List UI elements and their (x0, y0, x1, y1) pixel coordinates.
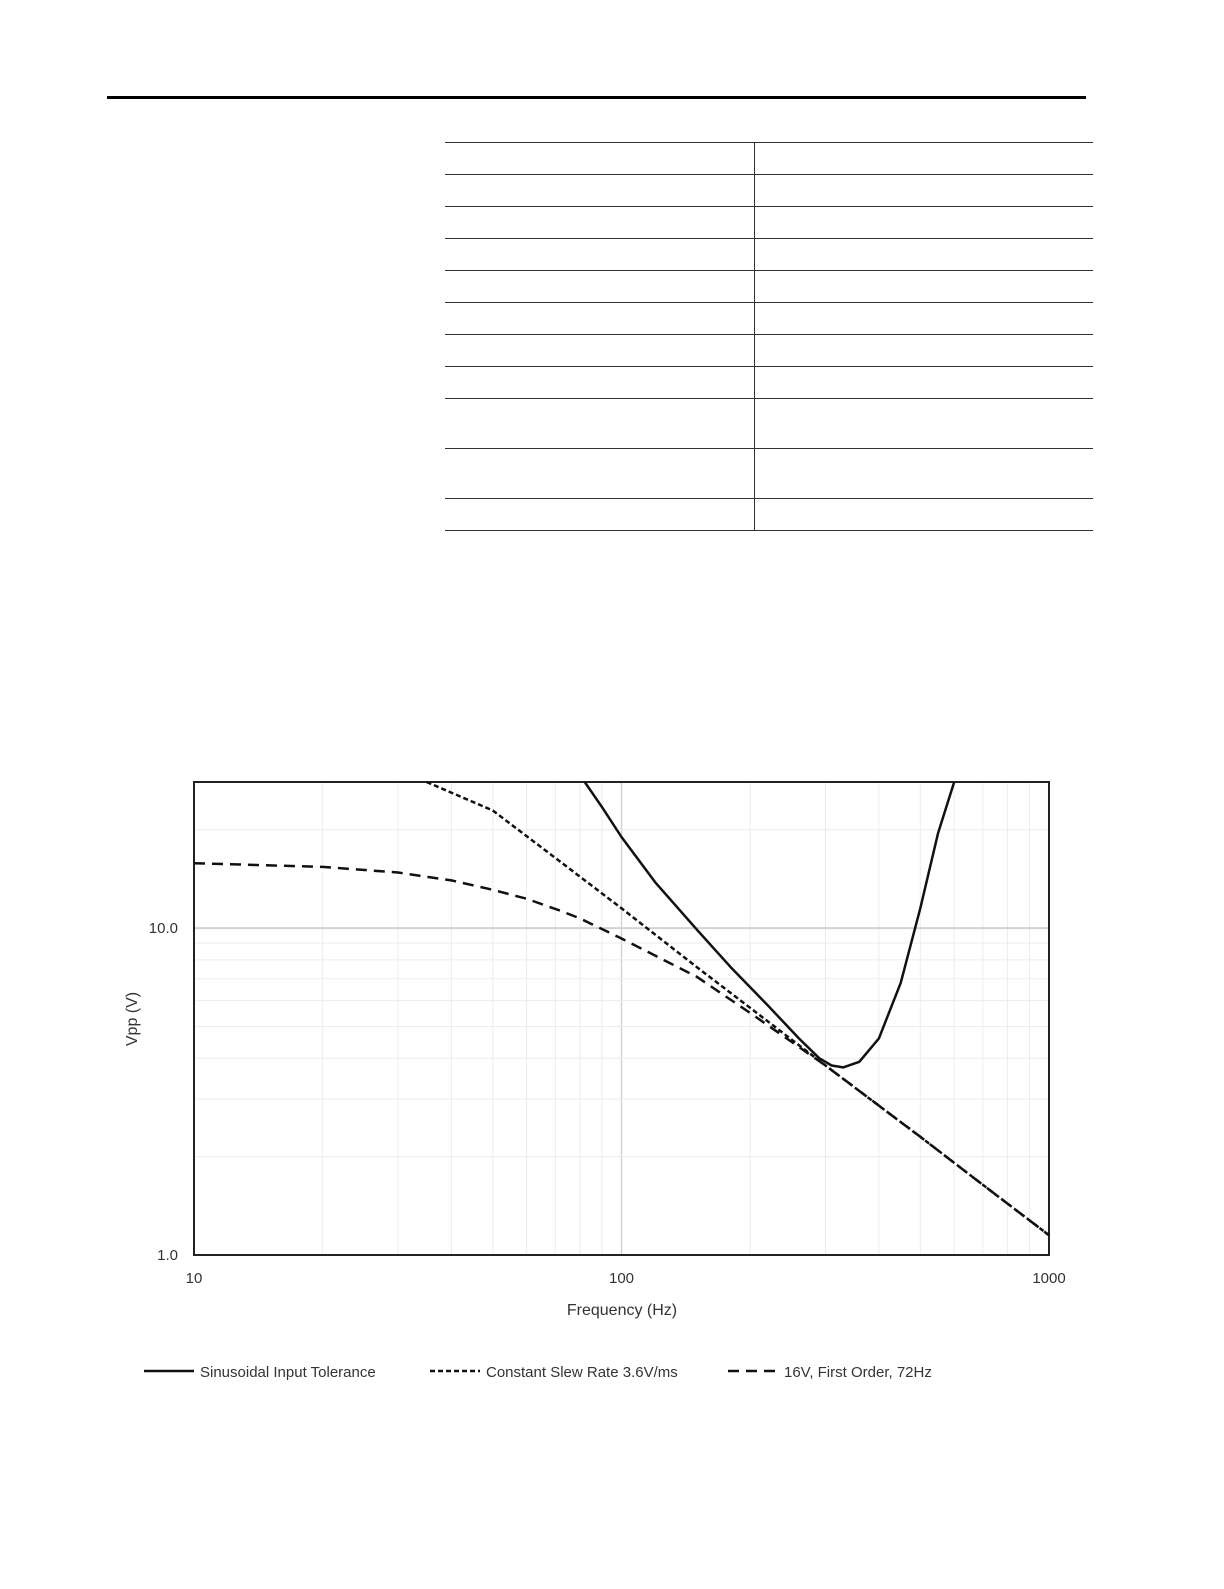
legend-label: 16V, First Order, 72Hz (784, 1364, 932, 1381)
chart-ticks (149, 920, 1066, 1287)
series-line (585, 782, 955, 1067)
chart-legend (144, 1364, 932, 1381)
series-line (427, 782, 1049, 1235)
y-axis-label: Vpp (V) (124, 991, 141, 1047)
x-axis-label: Frequency (Hz) (566, 1302, 678, 1319)
x-tick-label: 10 (185, 1270, 203, 1287)
y-tick-label: 10.0 (148, 920, 178, 938)
x-tick-label: 1000 (1032, 1270, 1066, 1287)
legend-label: Sinusoidal Input Tolerance (200, 1364, 376, 1381)
chart-grid (194, 782, 1049, 1255)
x-tick-label: 100 (608, 1270, 635, 1287)
legend-label: Constant Slew Rate 3.6V/ms (486, 1364, 678, 1381)
y-tick-label: 1.0 (157, 1247, 178, 1264)
